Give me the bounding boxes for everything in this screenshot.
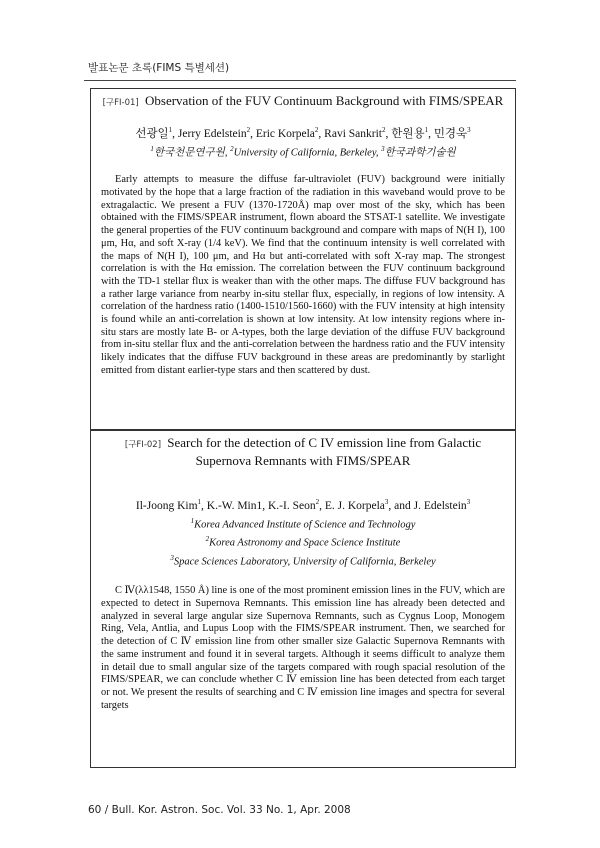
author: E. J. Korpela$^3$ — [324, 498, 389, 512]
author: 한원용$^1$ — [391, 126, 429, 140]
author: Jerry Edelstein$^2$ — [177, 126, 251, 140]
abstract-body-2: C Ⅳ(λλ1548, 1550 Å) line is one of the most prominent emission lines in the FUV, which are expected to detect in Supernova Remnants. This emission line has already been detected and analyzed in several large angular size Supernova Remnants, such as Cygnus Loop, Monogem Ring, Vela, Antlia, and Lupus Loop with the FIMS/SPEAR instrument. Then, we searched for the detection of C Ⅳ emission line from other smaller size Galactic Supernova Remnants with the same instrument and found it in several targets. Although it seems difficult to analyze them in detail due to small angular size of the targets compared with rough spacial resolution of the FIMS/SPEAR, we can conclude whether C Ⅳ emission line has been detected from each target or not. We present the results of searching and C Ⅳ emission line images and spectra for several targets — [101, 585, 505, 711]
author-list-1: 선광일$^1$, Jerry Edelstein$^2$, Eric Korpela$^2$, Ravi Sankrit$^2$, 한원용$^1$, 민경욱$^3$ — [135, 126, 471, 140]
abstract-body-1: Early attempts to measure the diffuse far-ultraviolet (FUV) background were initially motivated by the hope that a large fraction of the radiation in this waveband would prove to be extragalactic. We present a FUV (1370-1720Å) map over most of the sky, which has been obtained with the FIMS/SPEAR instrument, flown aboard the STSAT-1 satellite. We investigate the general properties of the FUV continuum background and compare with maps of N(H I), 100 μm, Hα, and soft X-ray (1/4 keV). We find that the continuum intensity is well correlated with the maps of N(H I), 100 μm, and Hα but anti-correlated with soft X-ray map. The strongest correlation is with the Hα emission. The correlation between the FUV continuum background with the TD-1 stellar flux is weaker than with the other maps. The diffuse FUV background has a rather large variance from nearby in-situ stellar flux, especially, in regions of low intensity. A correlation of the hardness ratio (1400-1510/1560-1660) with the FUV intensity at high intensity is found while an anti-correlation is shown at low intensity. At low intensity regions where in-situ stars are mostly late B- or A-types, both the large deviation of the diffuse FUV background from in-situ stellar flux and the anti-correlation between the hardness ratio and the FUV intensity likely indicates that the diffuse FUV background in these areas are predominantly by starlight emitted from distant earlier-type stars and then scattered by dust. — [101, 174, 505, 376]
affiliation-line: $^3$Space Sciences Laboratory, University of California, Berkeley — [170, 553, 436, 568]
author: 민경욱$^3$ — [433, 126, 471, 140]
affiliation-line: $^2$Korea Astronomy and Space Science Institute — [205, 535, 401, 549]
abstract-box-2 — [90, 430, 516, 768]
abstract-title-1 — [91, 93, 515, 111]
author: K.-W. Min1 — [206, 499, 263, 512]
abstract-box-1 — [90, 88, 516, 430]
abstract-tag-1: [구FI-01] — [102, 98, 139, 108]
abstract-title-text-2: Search for the detection of C IV emission line from Galactic Supernova Remnants with FIMS/SPEAR — [167, 435, 482, 468]
author: Ravi Sankrit$^2$ — [324, 126, 386, 140]
affiliations-1: $^1$한국천문연구원, $^2$University of California, Berkeley, $^3$한국과학기술원 — [150, 144, 456, 159]
author: 선광일$^1$ — [135, 126, 173, 140]
page-footer: 60 / Bull. Kor. Astron. Soc. Vol. 33 No. 1, Apr. 2008 — [88, 804, 351, 816]
author: Eric Korpela$^2$ — [255, 126, 319, 140]
abstract-title-text-1: Observation of the FUV Continuum Background with FIMS/SPEAR — [145, 93, 504, 108]
author-list-2: Il-Joong Kim$^1$, K.-W. Min1, K.-I. Seon$^2$, E. J. Korpela$^3$, and J. Edelstein$^3$ — [135, 498, 471, 512]
author: Il-Joong Kim$^1$ — [135, 498, 202, 512]
running-header: 발표논문 초록(FIMS 특별세션) — [88, 62, 230, 74]
header-rule — [84, 80, 516, 81]
author: and J. Edelstein$^3$ — [394, 498, 471, 512]
abstract-title-2 — [91, 435, 515, 469]
author: K.-I. Seon$^2$ — [268, 498, 320, 512]
abstract-tag-2: [구FI-02] — [124, 440, 162, 450]
affiliation-line: $^1$Korea Advanced Institute of Science and Technology — [190, 516, 416, 531]
